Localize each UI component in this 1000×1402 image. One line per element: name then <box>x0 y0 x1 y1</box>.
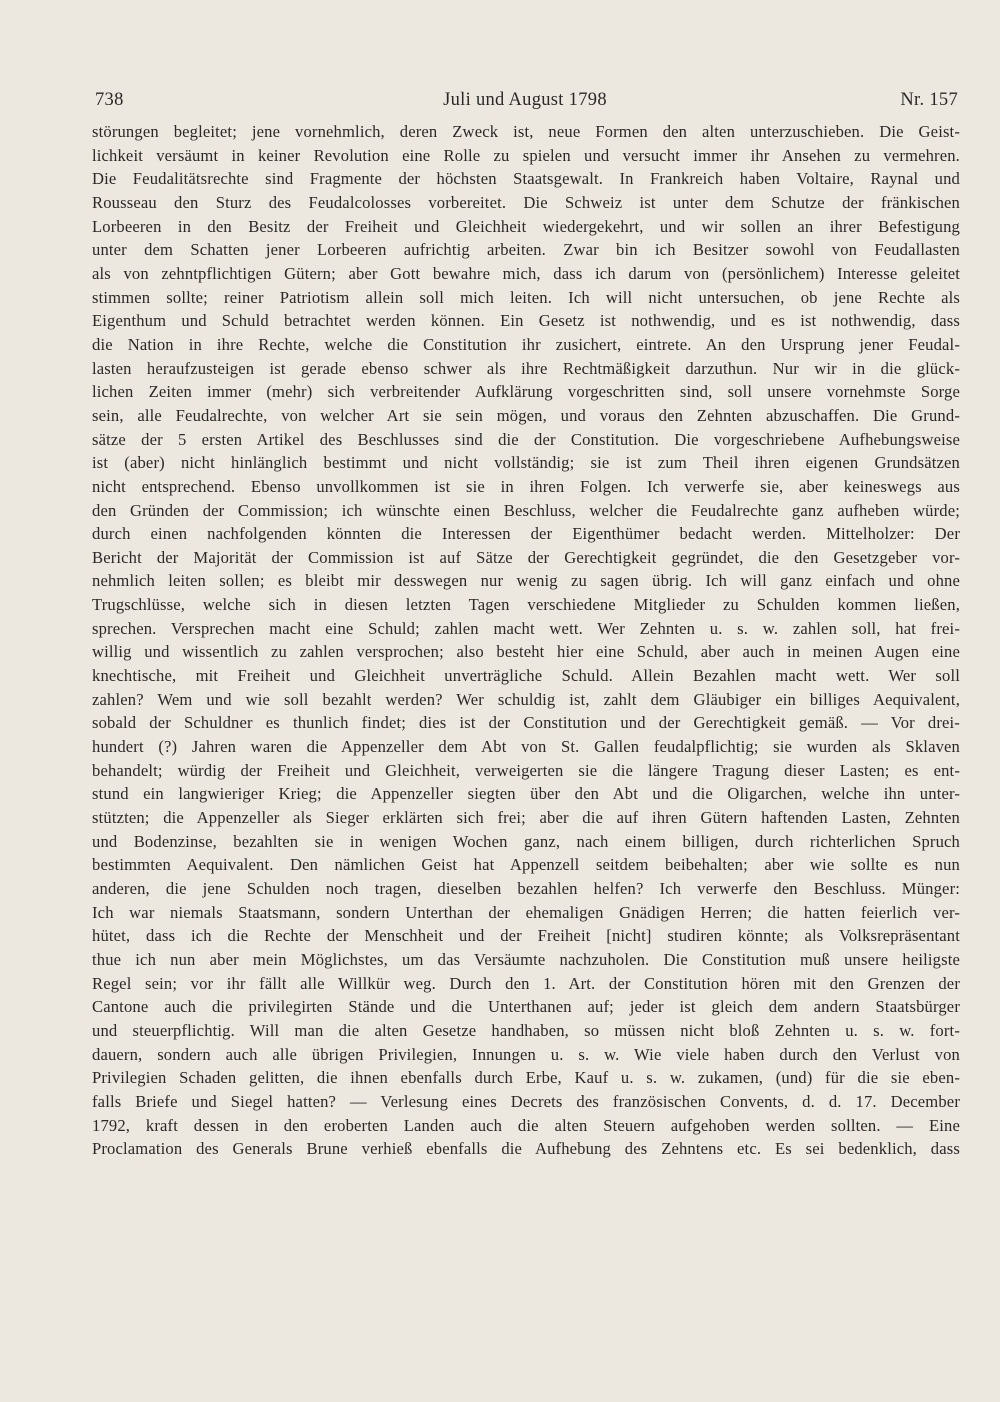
text-line: störungen begleitet; jene vornehmlich, deren Zweck ist, neue Formen den alten unterzuschieben. Die Geist- <box>92 122 960 141</box>
issue-number: Nr. 157 <box>900 90 958 110</box>
text-line: stimmen sollte; reiner Patriotism allein soll mich leiten. Ich will nicht untersuchen, ob jene Rechte als <box>92 287 960 307</box>
text-line: nehmlich leiten sollen; es bleibt mir desswegen nur wenig zu sagen übrig. Ich will ganz einfach und ohne <box>92 571 960 591</box>
text-line: anderen, die jene Schulden noch tragen, dieselben bezahlen helfen? Ich verwerfe den Beschluss. Münger: <box>92 879 960 898</box>
text-line: hundert (?) Jahren waren die Appenzeller dem Abt von St. Gallen feudalpflichtig; sie wurden als Sklaven <box>92 737 960 757</box>
text-line: bestimmten Aequivalent. Den nämlichen Geist hat Appenzell seitdem beibehalten; aber wie sollte es nun <box>92 855 960 875</box>
text-line: Cantone auch die privilegirten Stände und die Unterthanen auf; jeder ist gleich dem andern Staatsbürger <box>92 997 960 1017</box>
text-line: Regel sein; vor ihr fällt alle Willkür weg. Durch den 1. Art. der Constitution hören mit den Grenzen der <box>92 973 960 993</box>
text-line: durch einen nachfolgenden könnten die Interessen der Eigenthümer bedacht werden. Mittelholzer: Der <box>92 524 960 544</box>
text-line: Privilegien Schaden gelitten, die ihnen ebenfalls durch Erbe, Kauf u. s. w. zukamen, (und) für die sie eben- <box>92 1068 960 1088</box>
text-line: stund ein langwieriger Krieg; die Appenzeller siegten über den Abt und die Oligarchen, welche ihn unter- <box>92 784 960 804</box>
text-line: lasten heraufzusteigen ist gerade ebenso schwer als ihre Rechtmäßigkeit darzuthun. Nur wir in die glück- <box>92 358 960 378</box>
text-line: hütet, dass ich die Rechte der Menschheit und der Freiheit [nicht] studiren könnte; als Volksrepräsentant <box>92 926 960 946</box>
text-line: falls Briefe und Siegel hatten? — Verlesung eines Decrets des französischen Convents, d. d. 17. December <box>92 1091 960 1111</box>
text-line: den Gründen der Commission; ich wünschte einen Beschluss, welcher die Feudalrechte ganz aufheben würde; <box>92 500 960 520</box>
body-text <box>92 120 960 1161</box>
text-line: nicht entsprechend. Ebenso unvollkommen ist sie in ihren Folgen. Ich verwerfe sie, aber keineswegs aus <box>92 476 960 496</box>
text-line: lichen Zeiten immer (mehr) sich verbreitender Aufklärung vorgeschritten sind, soll unsere vornehmste Sorge <box>92 382 960 402</box>
text-line: thue ich nun aber mein Möglichstes, um das Versäumte nachzuholen. Die Constitution muß unsere heiligste <box>92 949 960 969</box>
text-line: Bericht der Majorität der Commission ist auf Sätze der Gerechtigkeit gegründet, die den Gesetzgeber vor- <box>92 547 960 567</box>
text-line: ist (aber) nicht hinlänglich bestimmt und nicht vollständig; sie ist zum Theil ihren eigenen Grundsätzen <box>92 453 960 473</box>
text-line: und steuerpflichtig. Will man die alten Gesetze handhaben, so müssen nicht bloß Zehnten u. s. w. fort- <box>92 1020 960 1040</box>
text-line: sprechen. Versprechen macht eine Schuld; zahlen macht wett. Wer Zehnten u. s. w. zahlen soll, hat frei- <box>92 618 960 638</box>
text-line: zahlen? Wem und wie soll bezahlt werden? Wer schuldig ist, zahlt dem Gläubiger ein billiges Aequivalent, <box>92 689 960 709</box>
text-line: Proclamation des Generals Brune verhieß ebenfalls die Aufhebung des Zehntens etc. Es sei bedenklich, dass <box>92 1139 960 1159</box>
text-line: Ich war niemals Staatsmann, sondern Unterthan der ehemaligen Gnädigen Herren; die hatten feierlich ver- <box>92 902 960 922</box>
text-line: und Bodenzinse, bezahlten sie in wenigen Wochen ganz, nach einem billigen, durch richterlichen Spruch <box>92 831 960 851</box>
text-line: sätze der 5 ersten Artikel des Beschlusses sind die der Constitution. Die vorgeschriebene Aufhebungsweise <box>92 429 960 449</box>
text-line: als von zehntpflichtigen Gütern; aber Gott bewahre mich, dass ich darum von (persönlichem) Interesse geleitet <box>92 263 960 283</box>
text-line: Lorbeeren in den Besitz der Freiheit und Gleichheit wiedergekehrt, und wir sollen an ihrer Befestigung <box>92 216 960 236</box>
running-header <box>92 90 958 120</box>
text-line: die Nation in ihre Rechte, welche die Constitution ihr zusichert, eintrete. An den Ursprung jener Feudal- <box>92 334 960 354</box>
text-line: Eigenthum und Schuld betrachtet werden können. Ein Gesetz ist nothwendig, und es ist nothwendig, dass <box>92 311 960 331</box>
text-line: dauern, sondern auch alle übrigen Privilegien, Innungen u. s. w. Wie viele haben durch den Verlust von <box>92 1044 960 1064</box>
text-line: 1792, kraft dessen in den eroberten Landen auch die alten Steuern aufgehoben werden sollten. — Eine <box>92 1115 960 1135</box>
page-number: 738 <box>95 90 124 110</box>
text-line: knechtische, mit Freiheit und Gleichheit unverträgliche Schuld. Allein Bezahlen macht wett. Wer soll <box>92 666 960 686</box>
text-line: sobald der Schuldner es thunlich findet; dies ist der Constitution und der Gerechtigkeit gemäß. — Vor drei- <box>92 713 960 733</box>
text-line: unter dem Schatten jener Lorbeeren aufrichtig arbeiten. Zwar bin ich Besitzer sowohl von Feudallasten <box>92 240 960 260</box>
text-line: sein, alle Feudalrechte, von welcher Art sie sein mögen, und voraus den Zehnten abzuschaffen. Die Grund- <box>92 405 960 425</box>
text-line: behandelt; würdig der Freiheit und Gleichheit, verweigerten sie die längere Tragung dieser Lasten; es ent- <box>92 760 960 780</box>
text-line: stützten; die Appenzeller als Sieger erklärten sich frei; aber die auf ihren Gütern haftenden Lasten, Zehnten <box>92 808 960 828</box>
text-line: Rousseau den Sturz des Feudalcolosses vorbereitet. Die Schweiz ist unter dem Schutze der fränkischen <box>92 192 960 212</box>
text-line: willig und wissentlich zu zahlen versprochen; also besteht hier eine Schuld, aber auch in meinen Augen eine <box>92 642 960 662</box>
text-line: Die Feudalitätsrechte sind Fragmente der höchsten Staatsgewalt. In Frankreich haben Voltaire, Raynal und <box>92 169 960 189</box>
text-line: Trugschlüsse, welche sich in diesen letzten Tagen verschiedene Mitglieder zu Schulden kommen ließen, <box>92 595 960 615</box>
header-title: Juli und August 1798 <box>443 90 607 110</box>
text-line: lichkeit versäumt in keiner Revolution eine Rolle zu spielen und versucht immer ihr Ansehen zu vermehren. <box>92 145 960 165</box>
